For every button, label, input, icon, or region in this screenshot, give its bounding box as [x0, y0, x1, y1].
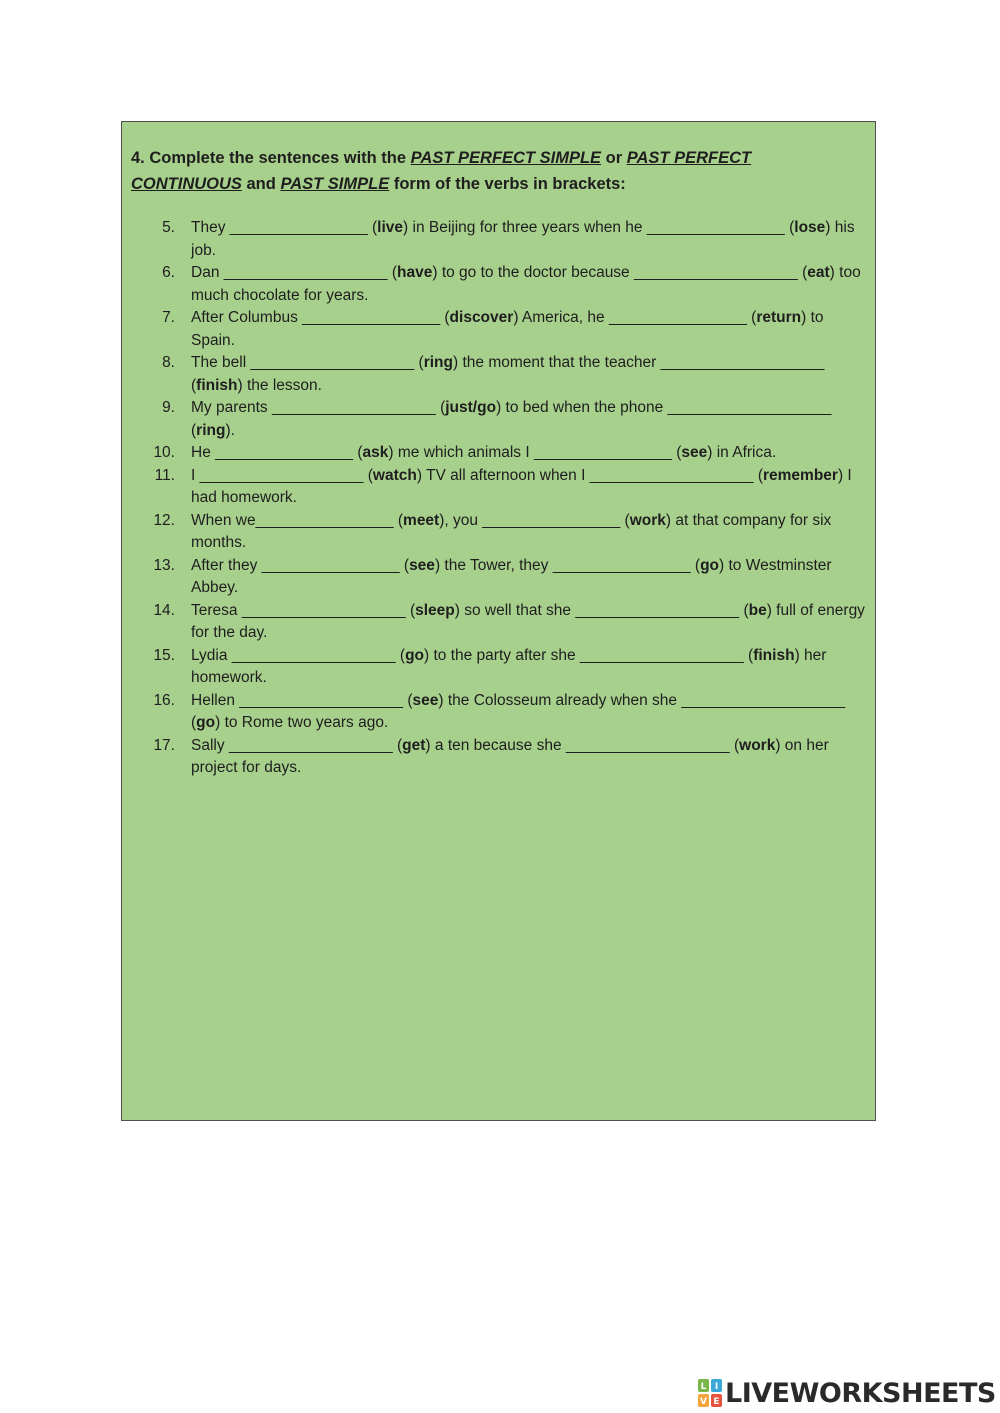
verb-hint: discover: [449, 309, 514, 326]
sentence-fragment: Hellen: [191, 691, 240, 709]
verb-hint: remember: [763, 466, 838, 484]
verb-hint: see: [412, 691, 439, 709]
sentence-fragment: (: [393, 511, 404, 529]
sentence-fragment: (: [620, 511, 630, 529]
sentence-item: [122, 262, 877, 307]
sentence-fragment: ) to Westminster Abbey.: [191, 556, 832, 596]
verb-hint: see: [681, 444, 708, 461]
verb-hint: eat: [807, 264, 830, 281]
verb-hint: sleep: [415, 601, 455, 619]
verb-hint: go: [196, 714, 216, 731]
verb-hint: work: [739, 736, 776, 754]
answer-blank[interactable]: ___________________: [667, 399, 832, 416]
sentence-fragment: (: [440, 309, 450, 326]
verb-hint: work: [629, 511, 666, 529]
sentence-text: [191, 262, 871, 307]
sentence-item: [122, 600, 877, 645]
sentence-text: [191, 690, 871, 735]
verb-hint: watch: [372, 466, 417, 484]
answer-blank[interactable]: ________________: [482, 511, 621, 529]
sentence-fragment: When we: [191, 511, 256, 529]
sentence-fragment: (: [392, 736, 403, 754]
sentence-item: [122, 510, 877, 555]
verb-hint: live: [377, 219, 404, 236]
sentence-item: [122, 735, 877, 780]
item-number: 10.: [153, 444, 175, 461]
heading-text: and: [241, 175, 281, 193]
answer-blank[interactable]: ________________: [533, 444, 672, 461]
sentence-fragment: (: [403, 691, 413, 709]
sentence-fragment: (: [746, 309, 757, 326]
sentence-fragment: ) her homework.: [191, 646, 827, 686]
sentence-text: [191, 510, 871, 555]
sentence-fragment: ) TV all afternoon when I: [416, 466, 590, 484]
answer-blank[interactable]: ___________________: [241, 601, 406, 619]
answer-blank[interactable]: ________________: [261, 556, 400, 574]
answer-blank[interactable]: ________________: [646, 219, 785, 236]
sentence-fragment: (: [729, 736, 740, 754]
exercise-panel: [121, 121, 876, 1121]
logo-mark-letter: I: [714, 1382, 719, 1392]
verb-hint: finish: [753, 646, 795, 664]
answer-blank[interactable]: ___________________: [231, 646, 396, 664]
answer-blank[interactable]: ___________________: [681, 691, 846, 709]
sentence-fragment: (: [739, 601, 749, 619]
answer-blank[interactable]: ___________________: [565, 736, 730, 754]
sentence-item: [122, 352, 877, 397]
sentence-fragment: ) a ten because she: [425, 736, 566, 754]
answer-blank[interactable]: ___________________: [271, 399, 436, 416]
sentence-fragment: (: [435, 399, 446, 416]
sentence-fragment: They: [191, 219, 230, 236]
sentence-fragment: (: [191, 421, 197, 439]
answer-blank[interactable]: ________________: [255, 511, 394, 529]
sentence-fragment: ) in Beijing for three years when he: [403, 219, 647, 236]
sentence-fragment: (: [414, 354, 424, 371]
verb-hint: finish: [196, 376, 238, 394]
sentence-fragment: ) I had homework.: [191, 466, 852, 506]
item-number: 11.: [154, 466, 175, 484]
sentence-fragment: ).: [225, 421, 235, 439]
sentence-fragment: (: [395, 646, 406, 664]
sentence-fragment: After Columbus: [191, 309, 303, 326]
sentence-item: [122, 690, 877, 735]
sentence-fragment: ) full of energy for the day.: [191, 601, 865, 641]
sentence-text: [191, 735, 871, 780]
exercise-heading: [131, 145, 831, 197]
sentence-fragment: Dan: [191, 264, 224, 281]
sentence-fragment: Sally: [191, 736, 229, 754]
sentence-text: [191, 442, 871, 465]
sentence-text: [191, 352, 871, 397]
sentence-fragment: ) the moment that the teacher: [453, 354, 661, 371]
sentence-fragment: (: [191, 714, 197, 731]
item-number: 7.: [162, 309, 175, 326]
verb-hint: get: [402, 736, 426, 754]
sentence-text: [191, 555, 871, 600]
item-number: 13.: [153, 556, 175, 574]
sentence-fragment: ) the Tower, they: [434, 556, 553, 574]
sentence-item: [122, 465, 877, 510]
heading-text: form of the verbs in brackets:: [389, 175, 626, 193]
sentence-item: [122, 645, 877, 690]
verb-hint: ask: [362, 444, 389, 461]
sentence-fragment: ) so well that she: [454, 601, 576, 619]
answer-blank[interactable]: ___________________: [250, 354, 415, 371]
sentence-fragment: (: [353, 444, 363, 461]
sentence-fragment: (: [387, 264, 398, 281]
verb-hint: see: [409, 556, 435, 574]
verb-hint: return: [756, 309, 802, 326]
answer-blank[interactable]: ___________________: [660, 354, 825, 371]
sentence-item: [122, 217, 877, 262]
sentence-fragment: (: [671, 444, 682, 461]
sentence-item: [122, 555, 877, 600]
verb-hint: meet: [403, 511, 440, 529]
answer-blank[interactable]: ________________: [302, 309, 441, 326]
sentence-fragment: ), you: [439, 511, 483, 529]
logo-mark-letter: L: [700, 1382, 707, 1392]
answer-blank[interactable]: ___________________: [223, 264, 388, 281]
sentence-fragment: The bell: [191, 354, 251, 371]
verb-hint: be: [748, 601, 767, 619]
sentence-fragment: (: [363, 466, 373, 484]
sentence-fragment: Teresa: [191, 601, 242, 619]
item-number: 16.: [153, 691, 175, 709]
sentence-list: [122, 217, 877, 780]
logo-mark-letter: V: [700, 1397, 707, 1407]
sentence-fragment: Lydia: [191, 646, 232, 664]
answer-blank[interactable]: ________________: [552, 556, 691, 574]
sentence-text: [191, 645, 871, 690]
sentence-text: [191, 465, 871, 510]
sentence-fragment: ) me which animals I: [388, 444, 534, 461]
verb-hint: ring: [423, 354, 453, 371]
sentence-fragment: He: [191, 444, 216, 461]
sentence-fragment: ) to bed when the phone: [496, 399, 668, 416]
answer-blank[interactable]: ___________________: [239, 691, 404, 709]
heading-emphasis: PAST PERFECT: [626, 149, 752, 167]
sentence-fragment: ) at that company for six months.: [191, 511, 832, 551]
answer-blank[interactable]: ________________: [215, 444, 354, 461]
sentence-fragment: (: [399, 556, 410, 574]
verb-hint: go: [700, 556, 720, 574]
item-number: 9.: [162, 399, 175, 416]
item-number: 15.: [153, 646, 175, 664]
item-number: 17.: [153, 736, 175, 754]
sentence-fragment: (: [405, 601, 416, 619]
answer-blank[interactable]: ___________________: [579, 646, 744, 664]
sentence-text: [191, 217, 871, 262]
answer-blank[interactable]: ___________________: [575, 601, 740, 619]
sentence-fragment: ) America, he: [513, 309, 609, 326]
sentence-fragment: I: [191, 466, 200, 484]
item-number: 8.: [162, 354, 175, 371]
verb-hint: just/go: [445, 399, 497, 416]
sentence-fragment: ) his job.: [191, 219, 855, 259]
sentence-fragment: (: [690, 556, 701, 574]
sentence-fragment: After they: [191, 556, 262, 574]
sentence-fragment: ) in Africa.: [707, 444, 777, 461]
sentence-text: [191, 307, 871, 352]
item-number: 14.: [153, 601, 175, 619]
heading-text: or: [601, 149, 627, 167]
verb-hint: lose: [794, 219, 826, 236]
sentence-fragment: ) too much chocolate for years.: [191, 264, 861, 304]
sentence-fragment: ) to go to the doctor because: [432, 264, 634, 281]
item-number: 12.: [153, 511, 175, 529]
heading-emphasis: PAST PERFECT SIMPLE: [410, 149, 602, 167]
sentence-fragment: ) to Rome two years ago.: [215, 714, 389, 731]
sentence-fragment: (: [753, 466, 763, 484]
logo-mark-letter: E: [713, 1397, 720, 1407]
heading-emphasis: CONTINUOUS: [131, 175, 242, 193]
sentence-fragment: My parents: [191, 399, 272, 416]
heading-text: 4. Complete the sentences with the: [131, 149, 411, 167]
sentence-item: [122, 442, 877, 465]
sentence-fragment: (: [367, 219, 378, 236]
sentence-fragment: ) to Spain.: [191, 309, 824, 349]
sentence-item: [122, 307, 877, 352]
sentence-fragment: (: [743, 646, 754, 664]
item-number: 5.: [162, 219, 175, 236]
sentence-text: [191, 397, 871, 442]
answer-blank[interactable]: ________________: [608, 309, 747, 326]
answer-blank[interactable]: ________________: [229, 219, 368, 236]
sentence-item: [122, 397, 877, 442]
heading-emphasis: PAST SIMPLE: [280, 175, 390, 193]
liveworksheets-logo: [698, 1378, 996, 1408]
answer-blank[interactable]: ___________________: [228, 736, 393, 754]
sentence-fragment: ) on her project for days.: [191, 736, 829, 776]
sentence-fragment: ) to the party after she: [424, 646, 580, 664]
liveworksheets-logo-text: LIVEWORKSHEETS: [725, 1377, 996, 1409]
answer-blank[interactable]: ___________________: [199, 466, 364, 484]
liveworksheets-logo-mark: [698, 1379, 722, 1407]
answer-blank[interactable]: ___________________: [634, 264, 798, 281]
sentence-fragment: (: [797, 264, 808, 281]
sentence-fragment: ) the lesson.: [237, 376, 322, 394]
verb-hint: ring: [196, 421, 226, 439]
answer-blank[interactable]: ___________________: [589, 466, 754, 484]
sentence-fragment: (: [784, 219, 795, 236]
sentence-fragment: (: [191, 376, 197, 394]
sentence-fragment: ) the Colosseum already when she: [438, 691, 682, 709]
verb-hint: have: [397, 264, 433, 281]
verb-hint: go: [405, 646, 424, 664]
item-number: 6.: [162, 264, 175, 281]
sentence-text: [191, 600, 871, 645]
